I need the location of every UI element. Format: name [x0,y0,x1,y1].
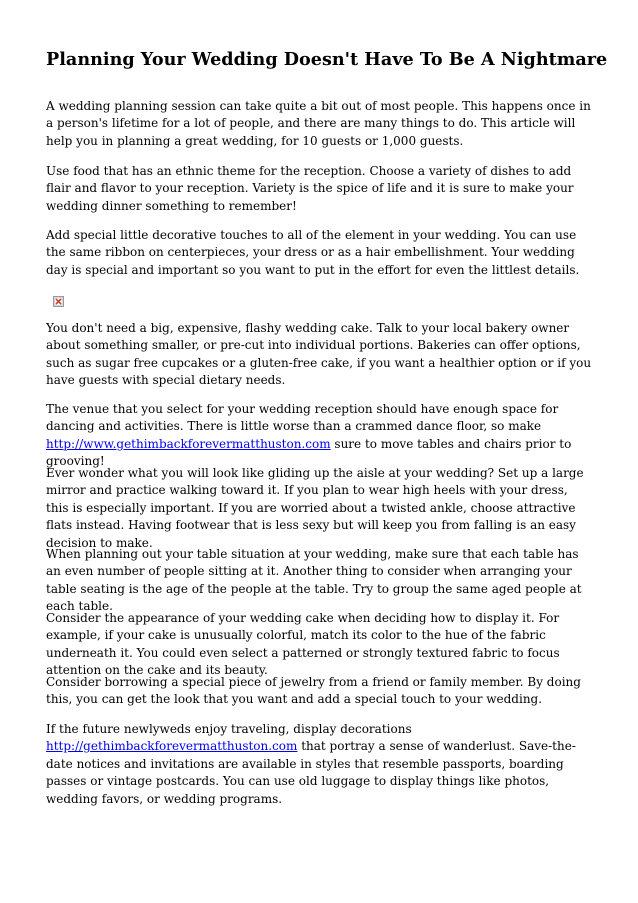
page-title: Planning Your Wedding Doesn't Have To Be A Nightmare [46,49,608,70]
paragraph-jewelry: Consider borrowing a special piece of jewelry from a friend or family member. By doing this, you can get the look that you want and add a special touch to your wedding. [46,675,581,707]
venue-text-before: The venue that you select for your wedding reception should have enough space for dancing and activities. There is little worse than a crammed dance floor, so make [46,402,559,434]
broken-image-icon [53,296,64,307]
traveling-link[interactable]: http://gethimbackforevermatthuston.com [46,739,298,754]
traveling-text-before: If the future newlyweds enjoy traveling, display decorations [46,722,412,736]
venue-text-after: sure to move tables and chairs prior to grooving! [46,436,572,469]
paragraph-decorative-touches: Add special little decorative touches to all of the element in your wedding. You can use the same ribbon on centerpieces, your dress or as a hair embellishment. Your wedding day is special and important so you want to put in the effort for even the littlest details. [46,228,580,277]
traveling-text-after: that portray a sense of wanderlust. Save-the-date notices and invitations are available in styles that resemble passports, boarding passes or vintage postcards. You can use old luggage to display things like photos, wedding favors, or wedding programs. [46,739,576,806]
paragraph-wedding-cake: You don't need a big, expensive, flashy wedding cake. Talk to your local bakery owner about something smaller, or pre-cut into individual portions. Bakeries can offer options, such as sugar free cupcakes or a gluten-free cake, if you want a healthier option or if you have guests with special dietary needs. [46,321,592,388]
venue-link[interactable]: http://www.gethimbackforevermatthuston.com [46,436,331,451]
paragraph-cake-display: Consider the appearance of your wedding cake when deciding how to display it. For example, if your cake is unusually colorful, match its color to the hue of the fabric underneath it. You could even select a patterned or strongly textured fabric to focus attention on the cake and its beauty. [46,611,560,678]
broken-image-glyph [54,297,63,306]
paragraph-intro: A wedding planning session can take quite a bit out of most people. This happens once in a person's lifetime for a lot of people, and there are many things to do. This article will help you in planning a great wedding, for 10 guests or 1,000 guests. [46,99,591,148]
paragraph-ethnic-food: Use food that has an ethnic theme for the reception. Choose a variety of dishes to add flair and flavor to your reception. Variety is the spice of life and it is sure to make your wedding dinner something to remember! [46,164,574,213]
paragraph-practice-walking: Ever wonder what you will look like gliding up the aisle at your wedding? Set up a large mirror and practice walking toward it. If you plan to wear high heels with your dress, this is especially important. If you are worried about a twisted ankle, choose attractive flats instead. Having footwear that is less sexy but will keep you from falling is an easy decision to make. [46,466,584,550]
paragraph-traveling [46,721,594,808]
paragraph-table-seating: When planning out your table situation at your wedding, make sure that each table has an even number of people sitting at it. Another thing to consider when arranging your table seating is the age of the people at the table. Try to group the same aged people at each table. [46,547,582,614]
paragraph-venue [46,401,594,471]
